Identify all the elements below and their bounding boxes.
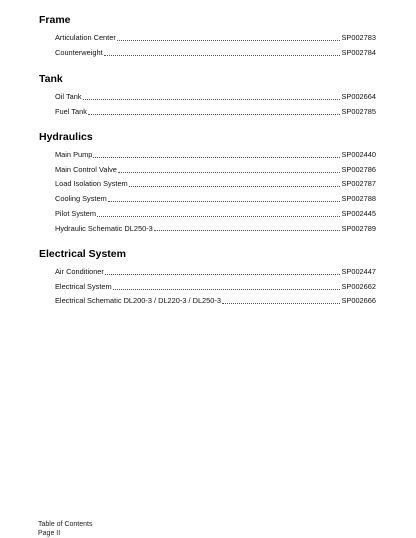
toc-entry-code: SP002440 <box>341 150 376 159</box>
dot-leader <box>105 274 341 275</box>
section-heading-hydraulics: Hydraulics <box>39 131 93 143</box>
toc-entry-code: SP002447 <box>341 267 376 276</box>
dot-leader <box>93 157 340 158</box>
section-heading-frame: Frame <box>39 14 71 26</box>
page-footer <box>38 520 92 538</box>
toc-entry-code: SP002783 <box>341 33 376 42</box>
section-frame <box>39 14 376 60</box>
dot-leader <box>83 99 341 100</box>
toc-entry[interactable] <box>55 207 376 222</box>
toc-entry-title: Cooling System <box>55 194 107 204</box>
dot-leader <box>129 186 341 187</box>
toc-entry-title: Electrical System <box>55 281 112 291</box>
dot-leader <box>108 201 341 202</box>
toc-entry[interactable] <box>55 265 376 280</box>
dot-leader <box>97 216 340 217</box>
toc-entry-code: SP002788 <box>341 194 376 204</box>
toc-entry-code: SP002789 <box>341 223 376 233</box>
toc-entry-code: SP002666 <box>341 296 376 306</box>
toc-entry-code: SP002787 <box>341 179 376 189</box>
toc-entry[interactable] <box>55 192 376 207</box>
toc-entry-title: Fuel Tank <box>55 106 87 116</box>
toc-entry-code: SP002785 <box>341 106 376 116</box>
toc-entry[interactable] <box>55 294 376 309</box>
toc-entry-title: Main Control Valve <box>55 164 117 174</box>
footer-doc-title: Table of Contents <box>38 521 93 528</box>
toc-entry[interactable] <box>55 280 376 295</box>
toc-entry[interactable] <box>55 105 376 120</box>
toc-entry[interactable] <box>55 163 376 178</box>
entry-list-frame <box>39 31 376 60</box>
toc-entry[interactable] <box>55 177 376 192</box>
toc-entry[interactable] <box>55 222 376 237</box>
toc-entry-code: SP002445 <box>341 208 376 218</box>
toc-entry[interactable] <box>55 46 376 61</box>
toc-entry-title: Load Isolation System <box>55 179 128 189</box>
toc-entry-code: SP002786 <box>341 164 376 174</box>
toc-entry-title: Air Conditioner <box>55 267 104 276</box>
entry-list-electrical-system <box>39 265 376 309</box>
toc-entry-code: SP002662 <box>341 281 376 291</box>
toc-entry[interactable] <box>55 31 376 46</box>
toc-entry-title: Hydraulic Schematic DL250-3 <box>55 223 153 233</box>
section-electrical-system <box>39 248 376 309</box>
toc-entry-code: SP002784 <box>341 47 376 57</box>
dot-leader <box>118 172 341 173</box>
entry-list-hydraulics <box>39 148 376 236</box>
section-heading-tank: Tank <box>39 73 63 85</box>
toc-entry-title: Articulation Center <box>55 33 116 42</box>
dot-leader <box>222 303 341 304</box>
toc-entry-title: Oil Tank <box>55 92 82 101</box>
section-hydraulics <box>39 131 376 236</box>
entry-list-tank <box>39 90 376 119</box>
dot-leader <box>113 289 341 290</box>
toc-entry[interactable] <box>55 90 376 105</box>
toc-entry-title: Pilot System <box>55 208 97 218</box>
toc-entry-title: Electrical Schematic DL200-3 / DL220-3 / DL250-3 <box>55 296 221 306</box>
toc-entry-code: SP002664 <box>341 92 376 101</box>
toc-entry-title: Counterweight <box>55 47 103 57</box>
dot-leader <box>117 40 341 41</box>
toc-entry[interactable] <box>55 148 376 163</box>
dot-leader <box>88 114 341 115</box>
dot-leader <box>104 55 341 56</box>
section-heading-electrical-system: Electrical System <box>39 248 126 260</box>
footer-page-number: Page II <box>38 530 61 537</box>
dot-leader <box>154 230 341 231</box>
toc-entry-title: Main Pump <box>55 150 93 159</box>
section-tank <box>39 73 376 119</box>
